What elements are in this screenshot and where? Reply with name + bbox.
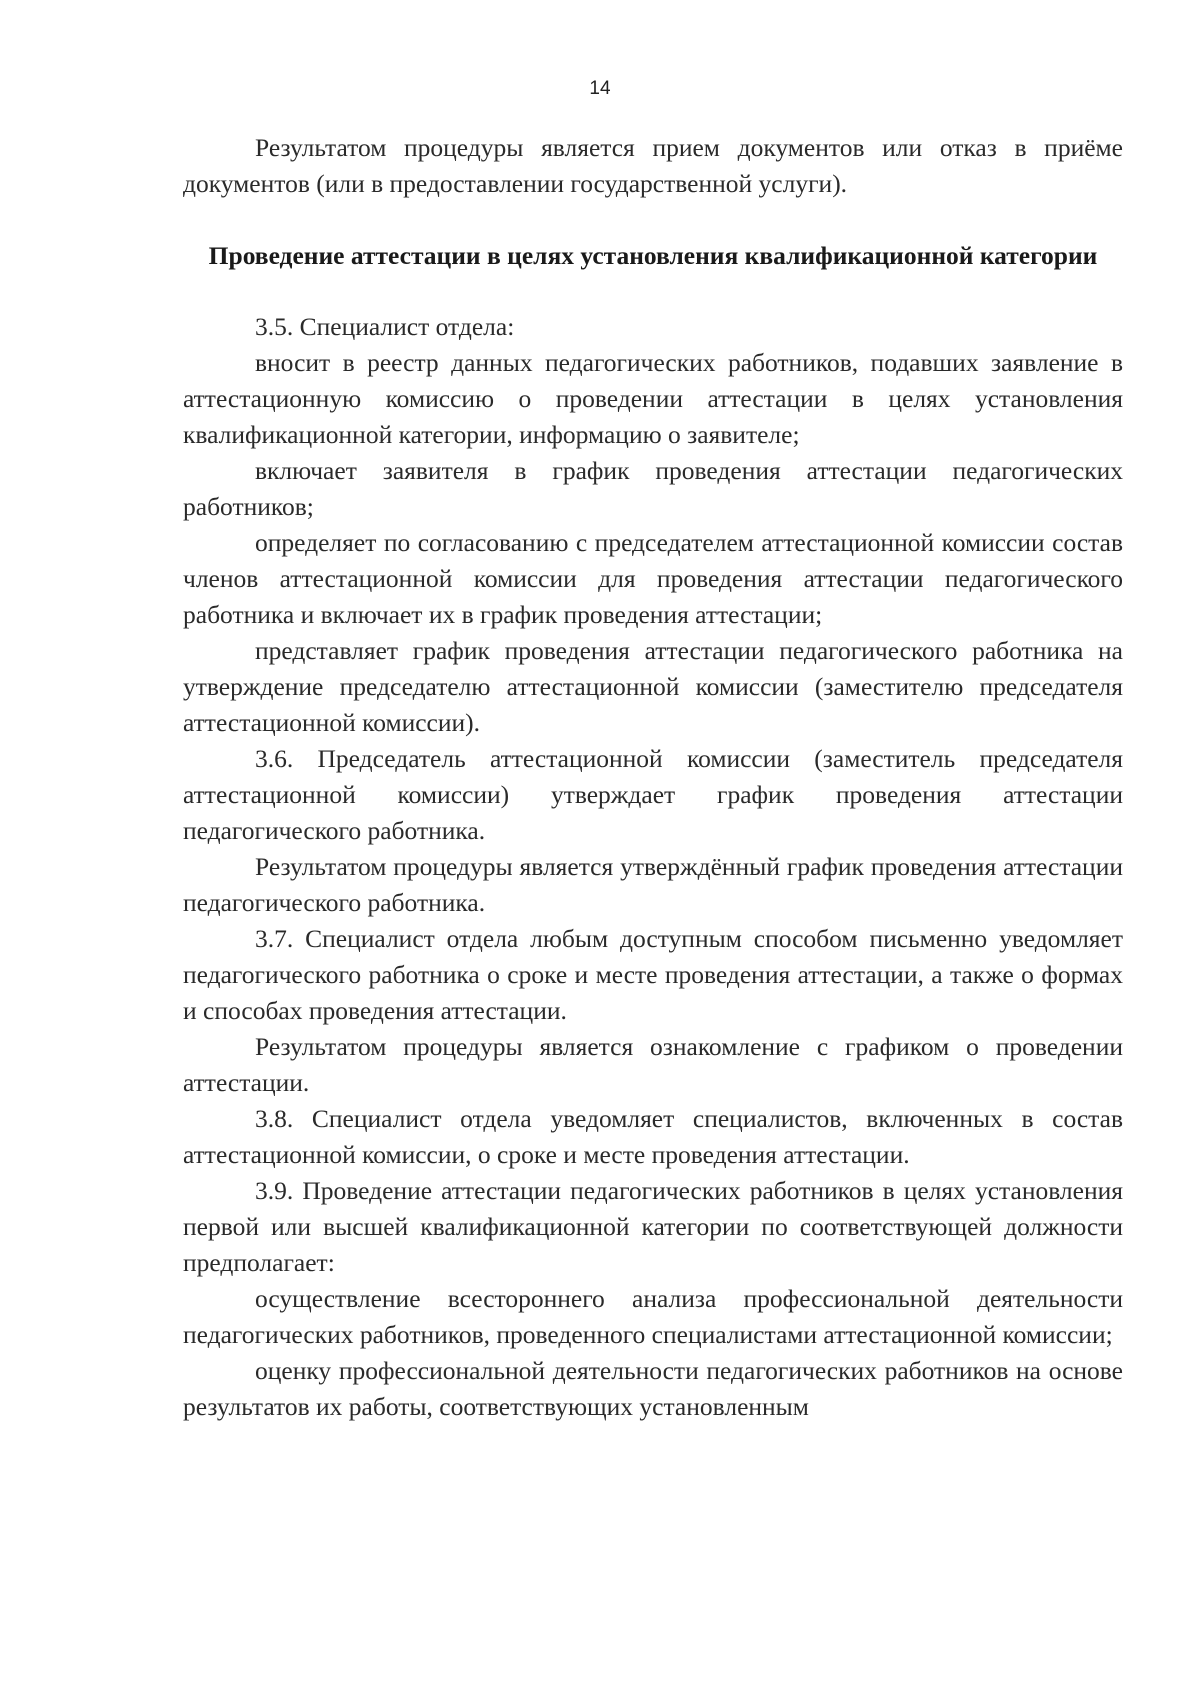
paragraph-3-9: 3.9. Проведение аттестации педагогических работников в целях установления первой или высшей квалификационной категории по соответствующей должности предполагает: bbox=[183, 1176, 1123, 1277]
paragraph-3-6: 3.6. Председатель аттестационной комиссии (заместитель председателя аттестационной комиссии) утверждает график проведения аттестации педагогического работника. bbox=[183, 744, 1123, 845]
paragraph-3-8: 3.8. Специалист отдела уведомляет специалистов, включенных в состав аттестационной комиссии, о сроке и месте проведения аттестации. bbox=[183, 1104, 1123, 1169]
paragraph-3-5: 3.5. Специалист отдела: bbox=[255, 312, 515, 341]
document-body bbox=[183, 130, 1123, 1425]
paragraph-3-7: 3.7. Специалист отдела любым доступным способом письменно уведомляет педагогического работника о сроке и месте проведения аттестации, а также о формах и способах проведения аттестации. bbox=[183, 924, 1123, 1025]
paragraph-commission-composition: определяет по согласованию с председателем аттестационной комиссии состав членов аттестационной комиссии для проведения аттестации педагогического работника и включает их в график проведения аттестации; bbox=[183, 528, 1123, 629]
page-number: 14 bbox=[589, 78, 611, 99]
paragraph-schedule-submission: представляет график проведения аттестации педагогического работника на утверждение председателю аттестационной комиссии (заместителю председателя аттестационной комиссии). bbox=[183, 636, 1123, 737]
paragraph-result-schedule: Результатом процедуры является утверждённый график проведения аттестации педагогического работника. bbox=[183, 852, 1123, 917]
paragraph-analysis: осуществление всестороннего анализа профессиональной деятельности педагогических работников, проведенного специалистами аттестационной комиссии; bbox=[183, 1284, 1123, 1349]
paragraph-registry-entry: вносит в реестр данных педагогических работников, подавших заявление в аттестационную комиссию о проведении аттестации в целях установления квалификационной категории, информацию о заявителе; bbox=[183, 348, 1123, 449]
paragraph-result-intake: Результатом процедуры является прием документов или отказ в приёме документов (или в предоставлении государственной услуги). bbox=[183, 133, 1123, 198]
paragraph-result-familiarization: Результатом процедуры является ознакомление с графиком о проведении аттестации. bbox=[183, 1032, 1123, 1097]
paragraph-evaluation: оценку профессиональной деятельности педагогических работников на основе результатов их работы, соответствующих установленным bbox=[183, 1356, 1123, 1421]
section-heading: Проведение аттестации в целях установления квалификационной категории bbox=[208, 241, 1098, 270]
paragraph-schedule-inclusion: включает заявителя в график проведения аттестации педагогических работников; bbox=[183, 456, 1123, 521]
